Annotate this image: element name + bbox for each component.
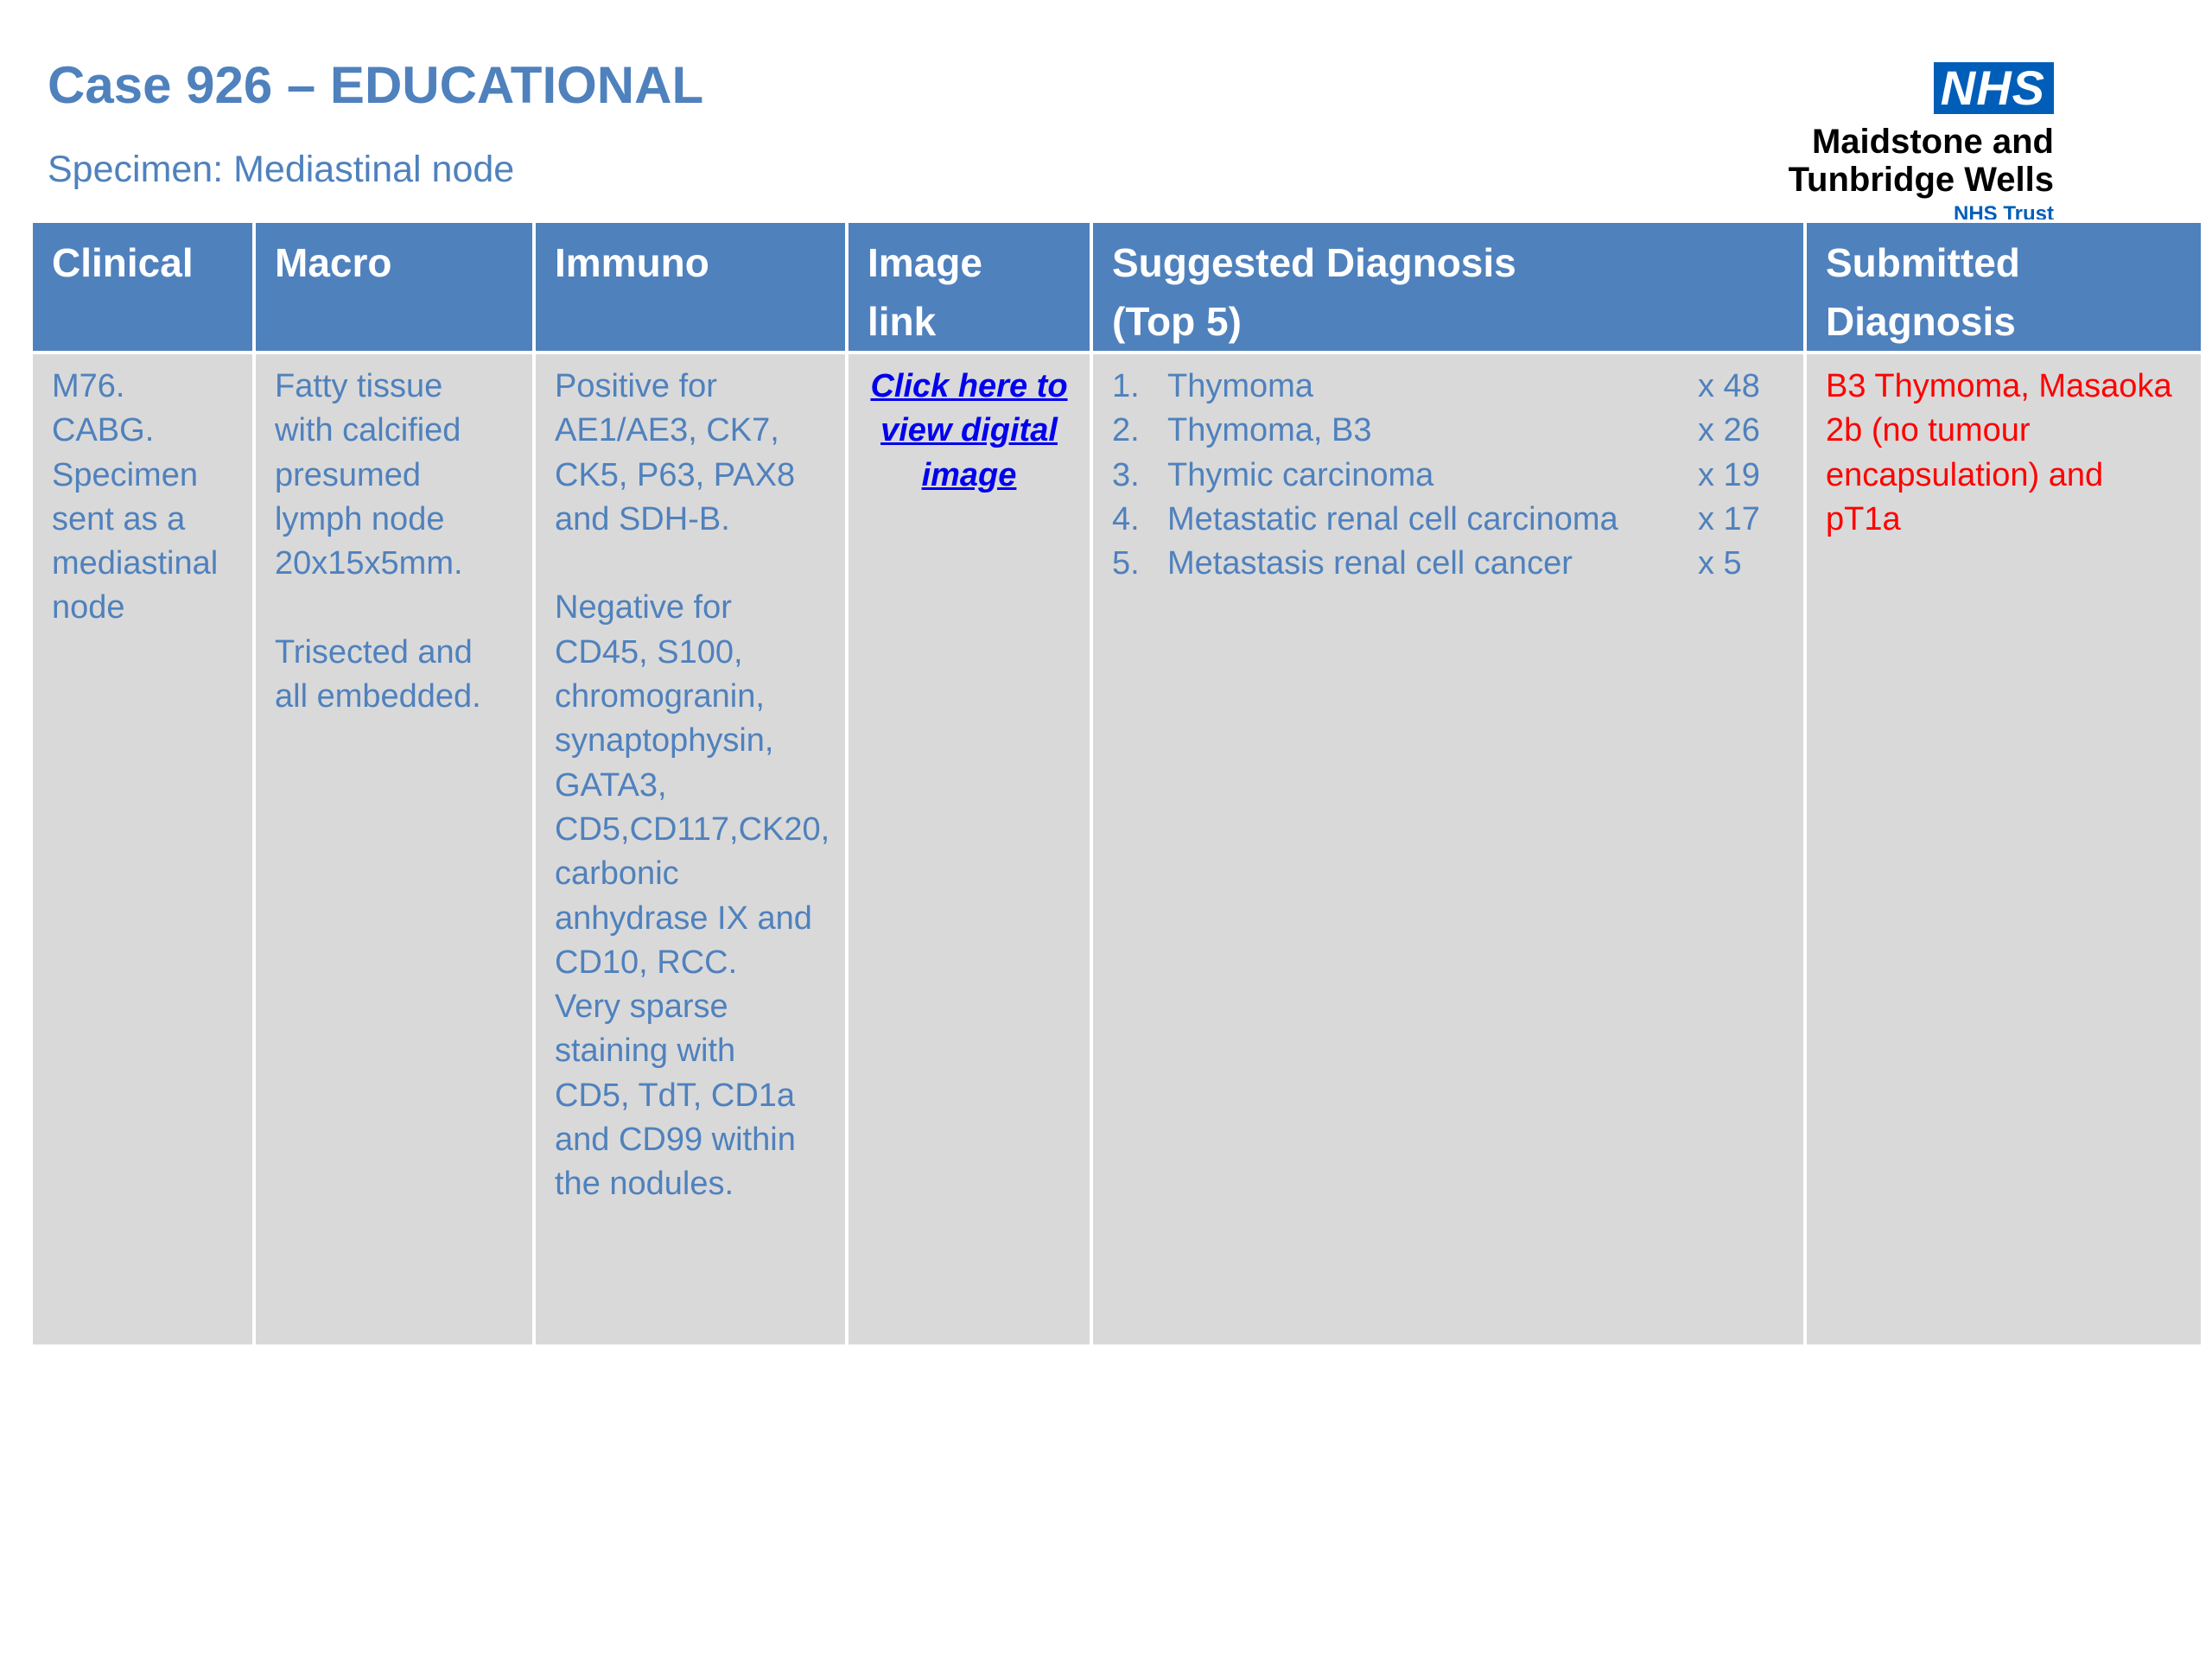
submitted-diagnosis-cell xyxy=(1805,353,2202,1346)
trust-name-line-1: Maidstone and xyxy=(1811,123,2054,161)
immuno-cell: Positive for AE1/AE3, CK7, CK5, P63, PAX8 and SDH-B. Negative for CD45, S100, chromogranin, synaptophysin, GATA3, CD5,CD117,CK20, carbonic anhydrase IX and CD10, RCC. Very sparse staining with CD5, TdT, CD1a and CD99 within the nodules. xyxy=(534,353,847,1346)
diagnosis-rank: 1. xyxy=(1112,368,1140,404)
diagnosis-count: x 48 xyxy=(1698,368,1760,404)
header-immuno: Immuno xyxy=(534,221,847,353)
submitted-diagnosis-text: B3 Thymoma, Masaoka 2b (no tumour encapsulation) and pT1a xyxy=(1826,368,2172,537)
diagnosis-count: x 5 xyxy=(1698,545,1742,582)
view-digital-image-link[interactable]: Click here to view digital image xyxy=(870,368,1068,493)
suggested-diagnosis-cell xyxy=(1091,353,1805,1346)
list-item xyxy=(1112,498,1784,542)
diagnosis-count: x 17 xyxy=(1698,500,1760,537)
diagnosis-rank: 4. xyxy=(1112,500,1140,537)
diagnosis-name: Thymoma, B3 xyxy=(1167,412,1372,449)
header-row xyxy=(31,221,2202,353)
header-clinical: Clinical xyxy=(31,221,254,353)
diagnosis-name: Thymic carcinoma xyxy=(1167,456,1434,493)
diagnosis-count: x 19 xyxy=(1698,456,1760,493)
table-row xyxy=(31,353,2202,1346)
specimen-subtitle: Specimen: Mediastinal node xyxy=(48,149,515,190)
diagnosis-rank: 5. xyxy=(1112,545,1140,582)
trust-name-line-2: Tunbridge Wells xyxy=(1788,161,2054,199)
diagnosis-name: Metastatic renal cell carcinoma xyxy=(1167,500,1618,537)
diagnosis-count: x 26 xyxy=(1698,412,1760,449)
header-macro: Macro xyxy=(254,221,534,353)
diagnosis-name: Metastasis renal cell cancer xyxy=(1167,545,1573,582)
diagnosis-rank: 3. xyxy=(1112,456,1140,493)
header-suggested-diagnosis: Suggested Diagnosis (Top 5) xyxy=(1091,221,1805,353)
header-submitted-diagnosis: Submitted Diagnosis xyxy=(1805,221,2202,353)
diagnosis-rank: 2. xyxy=(1112,412,1140,449)
clinical-cell: M76. CABG. Specimen sent as a mediastinal node xyxy=(31,353,254,1346)
suggested-diagnosis-list xyxy=(1112,365,1784,586)
diagnosis-name: Thymoma xyxy=(1167,368,1313,404)
list-item xyxy=(1112,409,1784,453)
list-item xyxy=(1112,542,1784,586)
nhs-trust-logo xyxy=(1726,62,2054,219)
image-link-cell xyxy=(847,353,1091,1346)
case-table xyxy=(29,219,2204,1348)
list-item xyxy=(1112,454,1784,498)
nhs-badge: NHS xyxy=(1934,62,2054,114)
page-title: Case 926 – EDUCATIONAL xyxy=(48,56,704,114)
macro-cell: Fatty tissue with calcified presumed lymph node 20x15x5mm. Trisected and all embedded. xyxy=(254,353,534,1346)
header-image-link: Image link xyxy=(847,221,1091,353)
trust-name-line-3: NHS Trust xyxy=(1953,202,2054,219)
list-item xyxy=(1112,365,1784,409)
